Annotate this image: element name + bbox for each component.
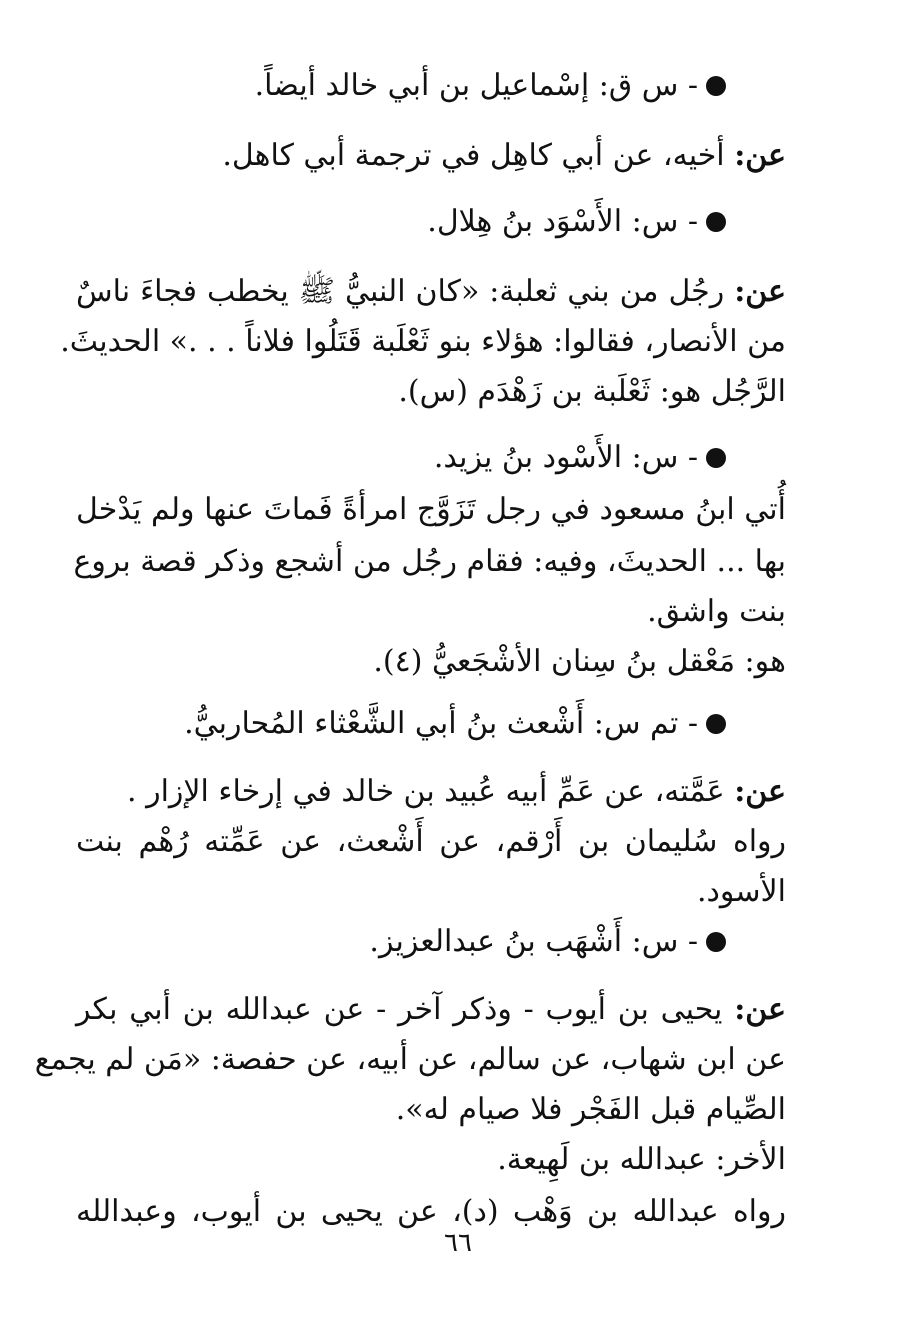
label-an: عن: — [734, 274, 786, 309]
entry-heading: - س: الأَسْوَد بنُ هِلال. — [427, 204, 698, 239]
bullet-icon — [706, 76, 726, 96]
text-line: الأخر: عبدالله بن لَهِيعة. — [497, 1142, 786, 1177]
text-line — [76, 772, 786, 812]
label-an: عن: — [734, 774, 786, 809]
entry-heading: - تم س: أَشْعث بنُ أبي الشَّعْثاء المُحاربيُّ. — [184, 706, 698, 741]
label-an: عن: — [734, 138, 786, 173]
text-line: الرَّجُل هو: ثَعْلَبة بن زَهْدَم (س). — [398, 374, 786, 409]
text-line: الأسود. — [697, 874, 786, 909]
text-line: هو: مَعْقل بنُ سِنان الأشْجَعيُّ (٤). — [373, 644, 786, 679]
bullet-icon — [706, 212, 726, 232]
label-an: عن: — [734, 992, 786, 1027]
text-line: الصِّيام قبل الفَجْر فلا صيام له». — [395, 1092, 786, 1127]
line-text: رجُل من بني ثعلبة: «كان النبيُّ ﷺ يخطب فجاءَ ناسٌ — [76, 274, 725, 309]
bullet-icon — [706, 714, 726, 734]
line-text: عَمَّته، عن عَمِّ أبيه عُبيد بن خالد في إرخاء الإزار . — [127, 774, 725, 809]
bullet-icon — [706, 932, 726, 952]
line-text: أخيه، عن أبي كاهِل في ترجمة أبي كاهل. — [222, 138, 725, 173]
entry-heading: - س: أَشْهَب بنُ عبدالعزيز. — [369, 924, 698, 959]
text-line: عن ابن شهاب، عن سالم، عن أبيه، عن حفصة: «مَن لم يجمع — [34, 1042, 786, 1077]
text-line: من الأنصار، فقالوا: هؤلاء بنو ثَعْلَبة قَتَلُوا فلاناً . . .» الحديثَ. — [60, 324, 786, 359]
text-line: رواه عبدالله بن وَهْب (د)، عن يحيى بن أيوب، وعبدالله — [76, 1194, 786, 1229]
text-line: بها ... الحديثَ، وفيه: فقام رجُل من أشجع وذكر قصة بروع — [73, 544, 786, 579]
text-line: رواه سُليمان بن أَرْقم، عن أَشْعث، عن عَمِّته رُهْم بنت — [76, 824, 786, 859]
text-line: بنت واشق. — [647, 594, 786, 629]
text-line — [76, 272, 786, 312]
text-line — [76, 136, 786, 176]
text-line — [76, 990, 786, 1030]
page-number: ٦٦ — [444, 1228, 472, 1258]
entry-heading: - س ق: إسْماعيل بن أبي خالد أيضاً. — [254, 68, 698, 103]
line-text: يحيى بن أيوب - وذكر آخر - عن عبدالله بن أبي بكر — [76, 992, 723, 1027]
text-line: أُتي ابنُ مسعود في رجل تَزَوَّج امرأةً فَماتَ عنها ولم يَدْخل — [76, 492, 786, 527]
entry-heading: - س: الأَسْود بنُ يزيد. — [433, 440, 698, 475]
bullet-icon — [706, 448, 726, 468]
